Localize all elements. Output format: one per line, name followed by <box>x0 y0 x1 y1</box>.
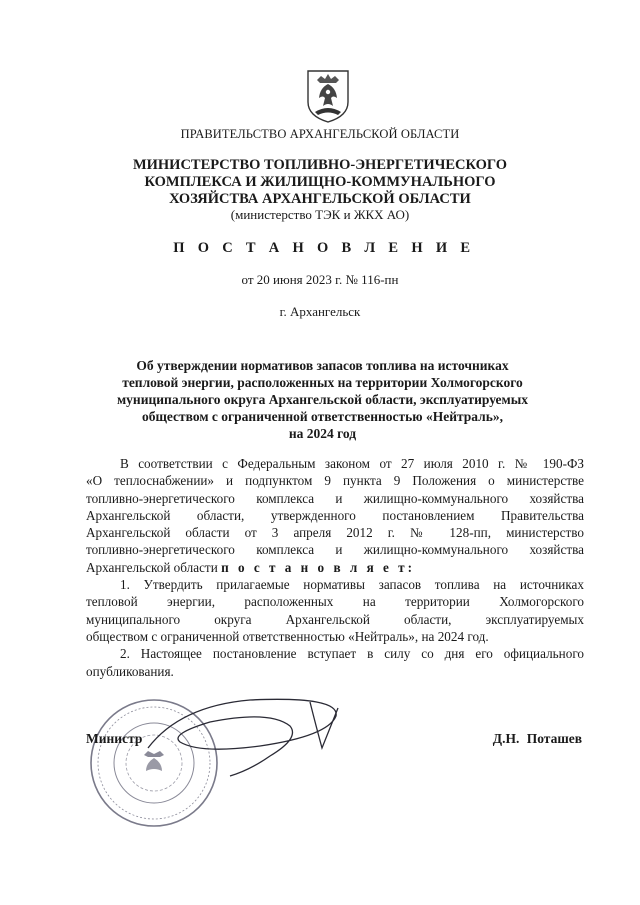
document-city: г. Архангельск <box>279 304 361 319</box>
ministry-short-name: (министерство ТЭК и ЖКХ АО) <box>230 207 410 222</box>
body-line-resolves <box>86 559 584 576</box>
body-line: В соответствии с Федеральным законом от 27 июля 2010 г. № 190-ФЗ <box>120 456 584 471</box>
body-line: Архангельской области, утвержденного постановлением Правительства <box>86 507 584 523</box>
coat-of-arms-emblem <box>305 68 351 124</box>
signatory-name: Д.Н. Поташев <box>492 731 582 746</box>
body-line: Архангельской области от 3 апреля 2012 г. № 128-пп, министерство <box>86 525 584 541</box>
resolves-prefix: Архангельской области <box>86 559 222 575</box>
resolves-word: п о с т а н о в л я е т: <box>221 559 416 575</box>
title-line: тепловой энергии, расположенных на территории Холмогорского <box>122 375 523 390</box>
document-date-number: от 20 июня 2023 г. № 116-пн <box>241 272 399 287</box>
ministry-line: ХОЗЯЙСТВА АРХАНГЕЛЬСКОЙ ОБЛАСТИ <box>169 191 471 207</box>
title-line: муниципального округа Архангельской области, эксплуатируемых <box>116 392 529 407</box>
title-line: на 2024 год <box>288 426 357 441</box>
title-line: Об утверждении нормативов запасов топлива на источниках <box>136 358 509 373</box>
document-body <box>86 455 584 680</box>
handwritten-signature <box>140 686 360 786</box>
item1-line: тепловой энергии, расположенных на территории Холмогорского <box>86 594 584 610</box>
item1-line: муниципального округа Архангельской области, эксплуатируемых <box>86 611 584 627</box>
body-line: «О теплоснабжении» и подпунктом 9 пункта 9 Положения о министерстве <box>86 473 584 489</box>
body-line: топливно-энергетического комплекса и жилищно-коммунального хозяйства <box>86 490 584 506</box>
ministry-name <box>0 157 640 208</box>
body-line: топливно-энергетического комплекса и жилищно-коммунального хозяйства <box>86 542 584 558</box>
document-title <box>60 357 585 442</box>
item2-line: 2. Настоящее постановление вступает в силу со дня его официального <box>120 646 584 662</box>
signatory-position: Министр <box>86 731 143 746</box>
ministry-line: МИНИСТЕРСТВО ТОПЛИВНО-ЭНЕРГЕТИЧЕСКОГО <box>132 157 508 173</box>
item1-line: 1. Утвердить прилагаемые нормативы запасов топлива на источниках <box>120 577 584 593</box>
government-name: ПРАВИТЕЛЬСТВО АРХАНГЕЛЬСКОЙ ОБЛАСТИ <box>180 127 460 141</box>
ministry-line: КОМПЛЕКСА И ЖИЛИЩНО-КОММУНАЛЬНОГО <box>144 174 496 190</box>
item1-line: обществом с ограниченной ответственностью «Нейтраль», на 2024 год. <box>86 628 489 644</box>
document-type: П О С Т А Н О В Л Е Н И Е <box>173 240 475 256</box>
title-line: обществом с ограниченной ответственностью «Нейтраль», <box>141 409 504 424</box>
item2-line: опубликования. <box>86 663 174 679</box>
